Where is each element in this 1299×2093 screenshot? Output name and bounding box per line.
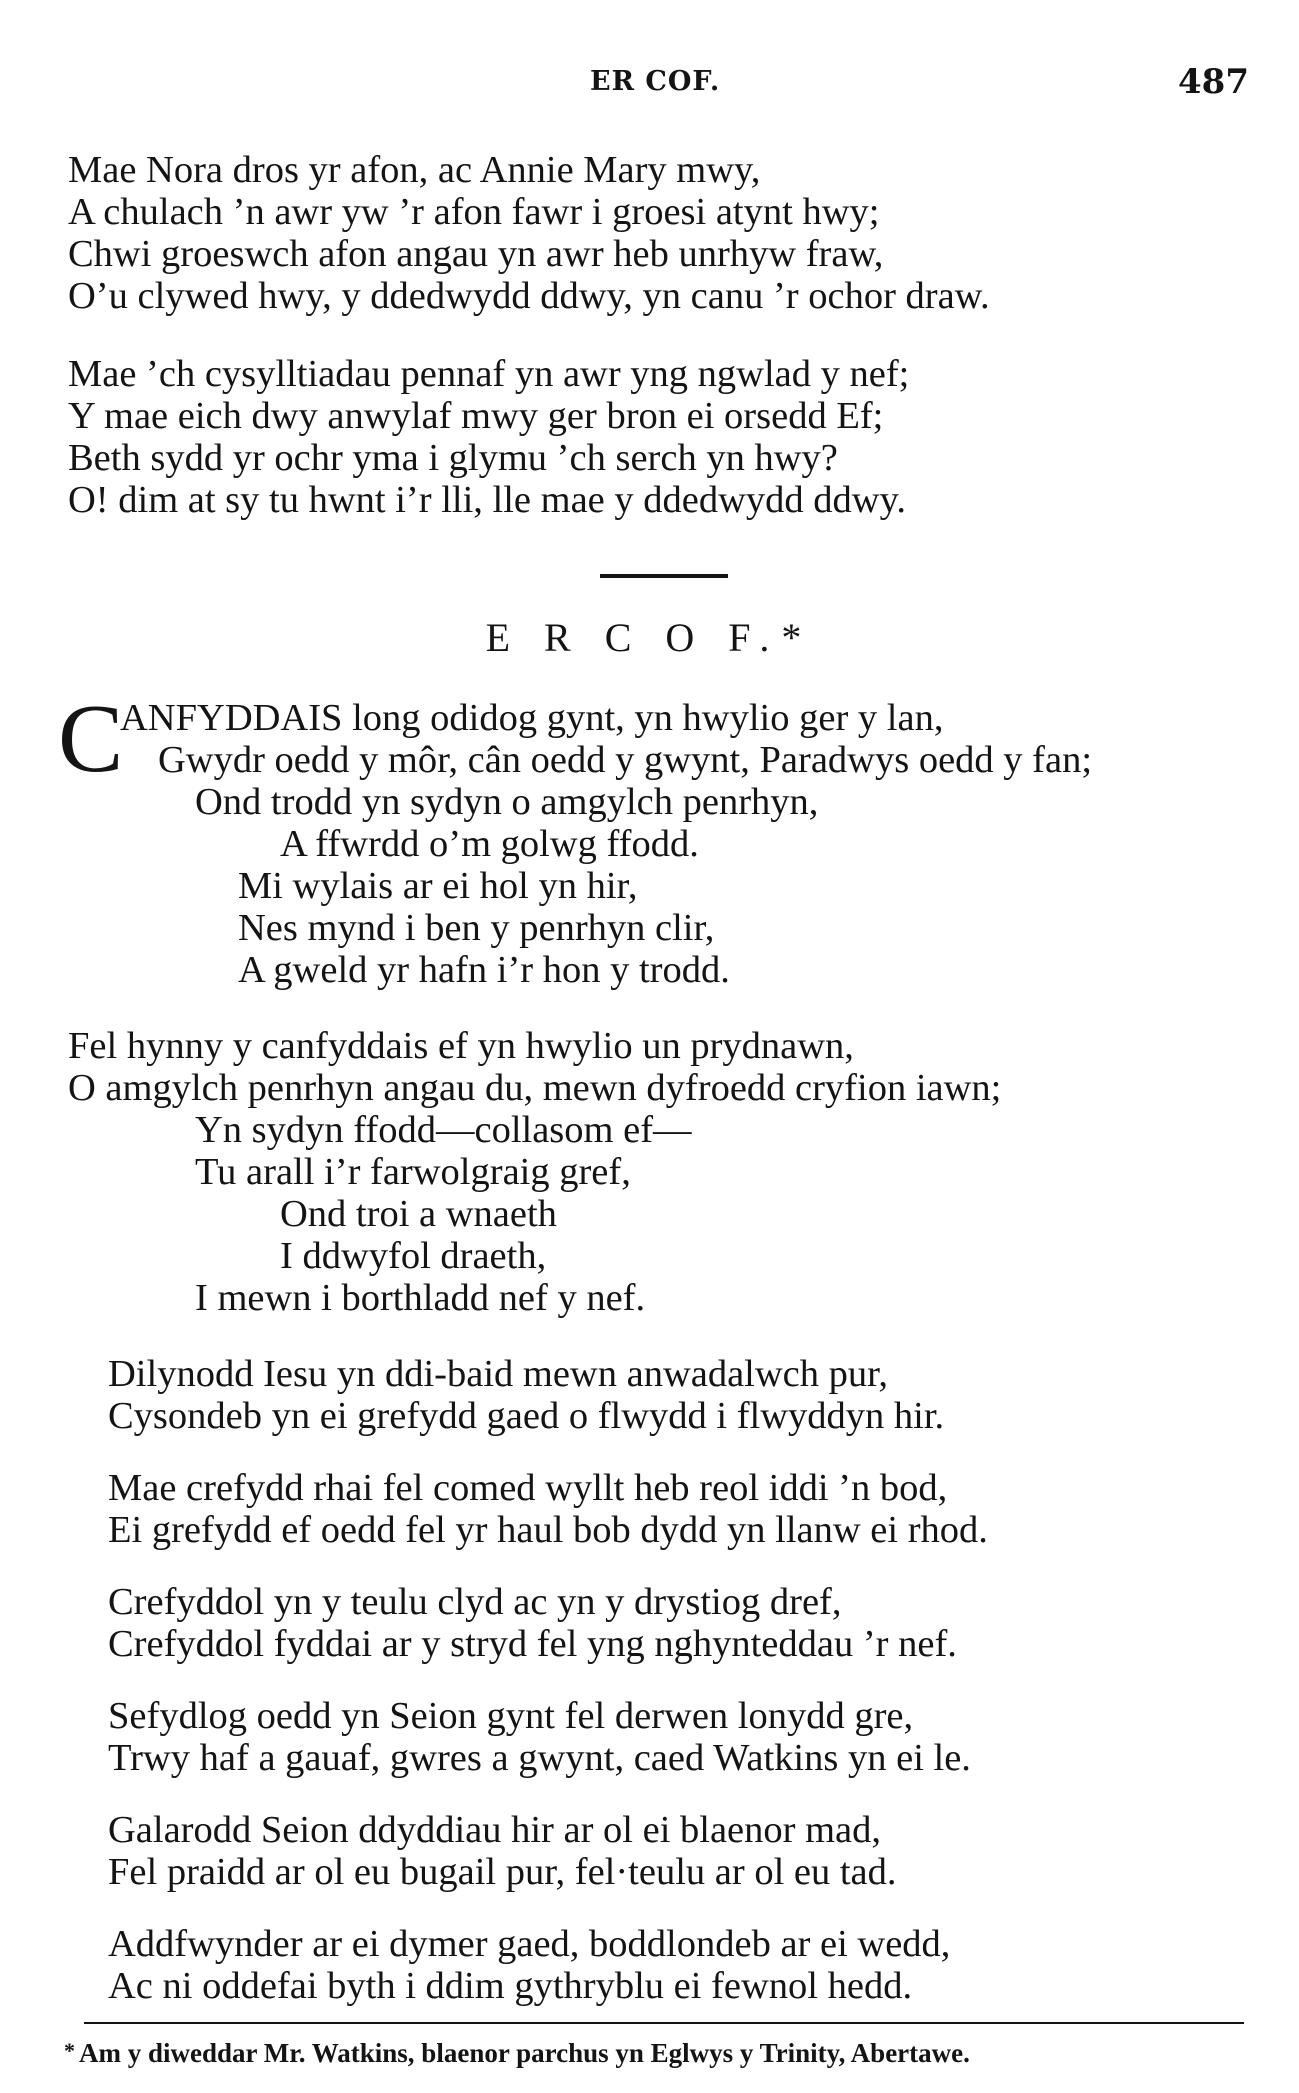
verse-line: A gweld yr hafn i’r hon y trodd. bbox=[238, 949, 730, 991]
verse-line: O amgylch penrhyn angau du, mewn dyfroedd cryfion iawn; bbox=[68, 1067, 1002, 1109]
verse-line: Nes mynd i ben y penrhyn clir, bbox=[238, 907, 715, 949]
verse-line: Crefyddol fyddai ar y stryd fel yng nghynteddau ’r nef. bbox=[108, 1623, 957, 1665]
verse-line: Gwydr oedd y môr, cân oedd y gwynt, Paradwys oedd y fan; bbox=[158, 739, 1093, 781]
verse-line: Ond trodd yn sydyn o amgylch penrhyn, bbox=[195, 781, 819, 823]
verse-line: Mi wylais ar ei hol yn hir, bbox=[238, 865, 638, 907]
verse-line: Chwi groeswch afon angau yn awr heb unrhyw fraw, bbox=[68, 233, 884, 275]
verse-line: Trwy haf a gauaf, gwres a gwynt, caed Watkins yn ei le. bbox=[108, 1737, 971, 1779]
section-divider bbox=[600, 574, 728, 578]
verse-line: Mae ’ch cysylltiadau pennaf yn awr yng ngwlad y nef; bbox=[68, 353, 910, 395]
verse-line: Mae Nora dros yr afon, ac Annie Mary mwy, bbox=[68, 149, 761, 191]
verse-line: Ei grefydd ef oedd fel yr haul bob dydd yn llanw ei rhod. bbox=[108, 1509, 988, 1551]
verse-line: Cysondeb yn ei grefydd gaed o flwydd i flwyddyn hir. bbox=[108, 1395, 945, 1437]
verse-line: I ddwyfol draeth, bbox=[280, 1235, 547, 1277]
footnote-text: Am y diweddar Mr. Watkins, blaenor parchus yn Eglwys y Trinity, Abertawe. bbox=[79, 2038, 970, 2068]
verse-line: Yn sydyn ffodd—collasom ef— bbox=[195, 1109, 692, 1151]
footnote-rule bbox=[84, 2022, 1244, 2024]
footnote-mark: * bbox=[64, 2038, 75, 2063]
footnote bbox=[64, 2038, 970, 2069]
verse-line: Ond troi a wnaeth bbox=[280, 1193, 557, 1235]
verse-line: Galarodd Seion ddyddiau hir ar ol ei blaenor mad, bbox=[108, 1809, 881, 1851]
verse-line: Fel hynny y canfyddais ef yn hwylio un prydnawn, bbox=[68, 1025, 854, 1067]
verse-line: Tu arall i’r farwolgraig gref, bbox=[195, 1151, 631, 1193]
verse-line: Y mae eich dwy anwylaf mwy ger bron ei orsedd Ef; bbox=[68, 395, 884, 437]
poem-title: E R C O F.* bbox=[485, 615, 814, 660]
running-title: ER COF. bbox=[590, 66, 721, 97]
verse-line: Dilynodd Iesu yn ddi-baid mewn anwadalwch pur, bbox=[108, 1353, 889, 1395]
verse-line: O’u clywed hwy, y ddedwydd ddwy, yn canu ’r ochor draw. bbox=[68, 275, 990, 317]
verse-line: Sefydlog oedd yn Seion gynt fel derwen lonydd gre, bbox=[108, 1695, 914, 1737]
verse-line: Fel praidd ar ol eu bugail pur, fel·teulu ar ol eu tad. bbox=[108, 1851, 897, 1893]
verse-line: Ac ni oddefai byth i ddim gythryblu ei fewnol hedd. bbox=[108, 1965, 913, 2007]
verse-line: A chulach ’n awr yw ’r afon fawr i groesi atynt hwy; bbox=[68, 191, 880, 233]
verse-line: Beth sydd yr ochr yma i glymu ’ch serch yn hwy? bbox=[68, 437, 838, 479]
verse-line: Addfwynder ar ei dymer gaed, boddlondeb ar ei wedd, bbox=[108, 1923, 951, 1965]
drop-cap: C bbox=[58, 685, 124, 793]
verse-line: A ffwrdd o’m golwg ffodd. bbox=[280, 823, 699, 865]
running-head bbox=[0, 62, 1299, 106]
page-number: 487 bbox=[1178, 62, 1249, 102]
verse-line: O! dim at sy tu hwnt i’r lli, lle mae y ddedwydd ddwy. bbox=[68, 479, 906, 521]
verse-line: Crefyddol yn y teulu clyd ac yn y drystiog dref, bbox=[108, 1581, 842, 1623]
verse-line: I mewn i borthladd nef y nef. bbox=[195, 1277, 646, 1319]
verse-line: Mae crefydd rhai fel comed wyllt heb reol iddi ’n bod, bbox=[108, 1467, 948, 1509]
verse-line: ANFYDDAIS long odidog gynt, yn hwylio ger y lan, bbox=[120, 697, 944, 739]
